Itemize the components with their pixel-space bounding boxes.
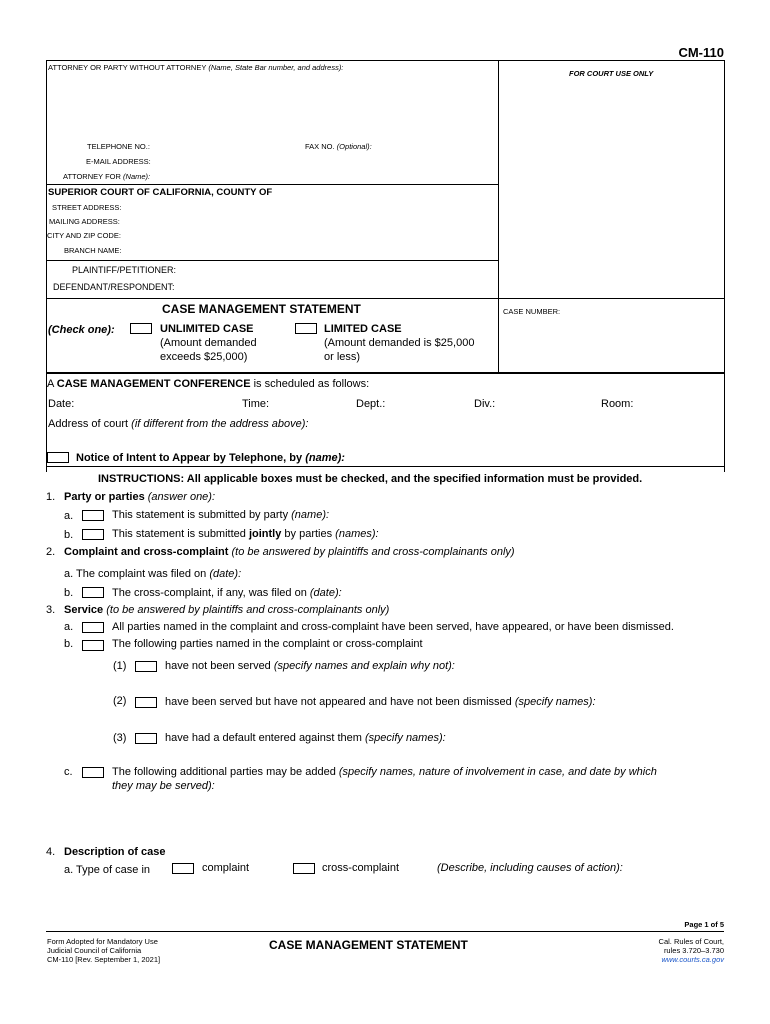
plaintiff-label: PLAINTIFF/PETITIONER: — [72, 265, 177, 275]
limited-case-line2: or less) — [324, 351, 361, 363]
item2-number: 2. — [46, 546, 56, 558]
item2a-text: a. The complaint was filed on (date): — [64, 568, 242, 580]
item3b2-number: (2) — [113, 695, 127, 707]
item2b-checkbox[interactable] — [82, 587, 104, 598]
street-label: STREET ADDRESS: — [52, 203, 122, 212]
room-label: Room: — [601, 398, 634, 410]
item4-number: 4. — [46, 846, 56, 858]
item2-heading: Complaint and cross-complaint (to be answered by plaintiffs and cross-complainants only) — [64, 546, 515, 558]
footer-rules: Cal. Rules of Court, — [658, 937, 724, 946]
complaint-label: complaint — [202, 862, 250, 874]
footer-revision: CM-110 [Rev. September 1, 2021] — [47, 955, 161, 964]
cross-complaint-label: cross-complaint — [322, 862, 400, 874]
conference-intro: A CASE MANAGEMENT CONFERENCE is scheduled as follows: — [47, 378, 370, 390]
cross-complaint-checkbox[interactable] — [293, 863, 315, 874]
item3-heading: Service (to be answered by plaintiffs and cross-complainants only) — [64, 604, 390, 616]
item4a-text: a. Type of case in — [64, 864, 151, 876]
item3a-checkbox[interactable] — [82, 622, 104, 633]
parties-section-bottom — [46, 298, 724, 299]
date-label: Date: — [48, 398, 75, 410]
footer-adopted: Form Adopted for Mandatory Use — [47, 937, 158, 946]
footer-rule — [46, 931, 724, 932]
email-label: E-MAIL ADDRESS: — [86, 157, 151, 166]
item3b-checkbox[interactable] — [82, 640, 104, 651]
case-number-label: CASE NUMBER: — [503, 307, 561, 316]
form-code: CM-110 — [678, 45, 724, 60]
item3b2-checkbox[interactable] — [135, 697, 157, 708]
unlimited-case-line2: exceeds $25,000) — [160, 351, 248, 363]
courts-website-link[interactable]: www.courts.ca.gov — [661, 955, 724, 964]
footer-rules-range: rules 3.720–3.730 — [663, 946, 724, 955]
conference-bottom — [46, 466, 724, 467]
item3c-checkbox[interactable] — [82, 767, 104, 778]
unlimited-case-title: UNLIMITED CASE — [160, 323, 254, 335]
statement-title: CASE MANAGEMENT STATEMENT — [162, 302, 361, 316]
unlimited-case-checkbox[interactable] — [130, 323, 152, 334]
court-address-label: Address of court (if different from the address above): — [48, 418, 309, 430]
unlimited-case-line1: (Amount demanded — [160, 337, 257, 349]
defendant-label: DEFENDANT/RESPONDENT: — [53, 282, 175, 292]
item3b1-number: (1) — [113, 660, 127, 672]
telephone-notice-checkbox[interactable] — [47, 452, 69, 463]
header-right-border — [724, 60, 725, 472]
court-section-bottom — [46, 260, 498, 261]
case-type-section-bottom — [46, 372, 724, 374]
header-top-border — [46, 60, 724, 61]
city-label: CITY AND ZIP CODE: — [47, 231, 121, 240]
item3b3-number: (3) — [113, 732, 127, 744]
item3a-text: All parties named in the complaint and cross-complaint have been served, have appeared, or have been dismissed. — [112, 621, 674, 633]
dept-label: Dept.: — [356, 398, 386, 410]
telephone-label: TELEPHONE NO.: — [87, 142, 150, 151]
item3b3-text: have had a default entered against them (specify names): — [165, 732, 446, 744]
item3c-text-continued: they may be served): — [112, 780, 215, 792]
item4-heading: Description of case — [64, 846, 166, 858]
limited-case-line1: (Amount demanded is $25,000 — [324, 337, 475, 349]
item2b-text: The cross-complaint, if any, was filed on (date): — [112, 587, 342, 599]
item4a-hint: (Describe, including causes of action): — [437, 862, 623, 874]
limited-case-checkbox[interactable] — [295, 323, 317, 334]
attorney-section-bottom — [46, 184, 498, 185]
court-use-divider — [498, 60, 499, 372]
telephone-notice-label: Notice of Intent to Appear by Telephone, by (name): — [76, 452, 345, 464]
item3b-text: The following parties named in the complaint or cross-complaint — [112, 638, 423, 650]
item3a-letter: a. — [64, 621, 74, 633]
item1b-checkbox[interactable] — [82, 529, 104, 540]
branch-label: BRANCH NAME: — [64, 246, 122, 255]
item3b3-checkbox[interactable] — [135, 733, 157, 744]
complaint-checkbox[interactable] — [172, 863, 194, 874]
item2b-letter: b. — [64, 587, 74, 599]
attorney-label: ATTORNEY OR PARTY WITHOUT ATTORNEY (Name, State Bar number, and address): — [48, 63, 344, 72]
fax-label: FAX NO. (Optional): — [305, 142, 372, 151]
footer-title: CASE MANAGEMENT STATEMENT — [269, 938, 468, 952]
item3b2-text: have been served but have not appeared and have not been dismissed (specify names): — [165, 696, 596, 708]
attorney-for-label: ATTORNEY FOR (Name): — [63, 172, 151, 181]
item3b-letter: b. — [64, 638, 74, 650]
page-number: Page 1 of 5 — [684, 920, 724, 929]
instructions: INSTRUCTIONS: All applicable boxes must be checked, and the specified information must be provided. — [98, 473, 643, 485]
item1-number: 1. — [46, 491, 56, 503]
court-use-label: FOR COURT USE ONLY — [569, 69, 654, 78]
court-title: SUPERIOR COURT OF CALIFORNIA, COUNTY OF — [48, 187, 273, 198]
item3c-letter: c. — [64, 766, 73, 778]
item3c-text: The following additional parties may be added (specify names, nature of involvement in case, and date by which — [112, 766, 657, 778]
footer-council: Judicial Council of California — [47, 946, 142, 955]
header-left-border — [46, 60, 47, 472]
item3b1-text: have not been served (specify names and explain why not): — [165, 660, 455, 672]
div-label: Div.: — [474, 398, 496, 410]
item3b1-checkbox[interactable] — [135, 661, 157, 672]
item1a-letter: a. — [64, 510, 74, 522]
item1b-letter: b. — [64, 529, 74, 541]
limited-case-title: LIMITED CASE — [324, 323, 402, 335]
item1a-text: This statement is submitted by party (name): — [112, 509, 330, 521]
time-label: Time: — [242, 398, 270, 410]
item1b-text: This statement is submitted jointly by parties (names): — [112, 528, 379, 540]
check-one-label: (Check one): — [48, 324, 115, 336]
item3-number: 3. — [46, 604, 56, 616]
item1a-checkbox[interactable] — [82, 510, 104, 521]
mailing-label: MAILING ADDRESS: — [49, 217, 120, 226]
item1-heading: Party or parties (answer one): — [64, 491, 216, 503]
